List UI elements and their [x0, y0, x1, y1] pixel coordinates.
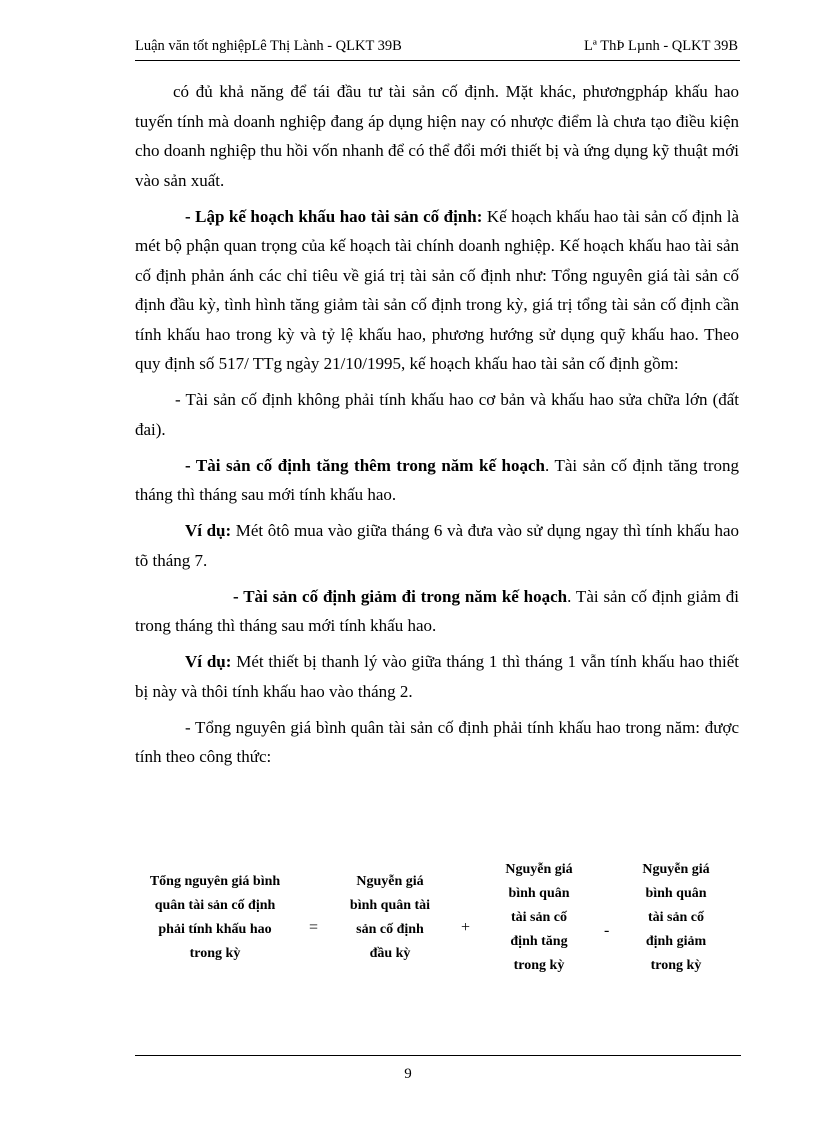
paragraph-4 — [135, 451, 739, 510]
formula-term-total-line: Tổng nguyên giá bình — [149, 874, 281, 889]
formula-term-opening-line: đầu kỳ — [369, 946, 411, 961]
paragraph-7-text: Mét thiết bị thanh lý vào giữa tháng 1 thì tháng 1 vẫn tính khấu hao thiết bị này và thôi tính khấu hao vào tháng 2. — [135, 652, 740, 701]
paragraph-6-heading: - Tài sản cố định giảm đi trong năm kế hoạch — [233, 586, 568, 606]
page-body — [135, 77, 739, 778]
formula-plus-sign: + — [461, 919, 471, 936]
header-right-text: Lª ThÞ Lµnh - QLKT 39B — [584, 38, 738, 54]
formula-term-increase — [485, 858, 593, 978]
formula-minus-sign: - — [604, 922, 610, 939]
formula-term-decrease-line: định giảm — [645, 934, 707, 949]
paragraph-5-heading: Ví dụ: — [185, 521, 232, 540]
paragraph-2-text: Kế hoạch khấu hao tài sản cố định là mét bộ phận quan trọng của kế hoạch tài chính doanh nghiệp. Kế hoạch khấu hao tài sản cố định phản ánh các chỉ tiêu về giá trị tài sản cố định như: Tổng nguyên giá tài sản cố định đầu kỳ, tình hình tăng giảm tài sản cố định trong kỳ, giá trị tổng tài sản cố định cần tính khấu hao trong kỳ và tỷ lệ khấu hao, phương hướng sử dụng quỹ khấu hao. Theo quy định số 517/ TTg ngày 21/10/1995, kế hoạch khấu hao tài sản cố định gồm: — [135, 206, 739, 373]
formula-term-decrease-line: trong kỳ — [650, 958, 702, 973]
formula-term-opening-line: Nguyễn giá — [356, 874, 424, 889]
formula-term-total-line: phải tính khấu hao — [158, 922, 272, 937]
formula-term-decrease-line: tài sản cố — [648, 910, 704, 925]
paragraph-4-heading: - Tài sản cố định tăng thêm trong năm kế hoạch — [185, 455, 545, 475]
formula-term-increase-line: Nguyễn giá — [505, 862, 573, 877]
header-left-text: Luận văn tốt nghiệpLê Thị Lành - QLKT 39B — [135, 38, 402, 54]
paragraph-1: có đủ khả năng để tái đầu tư tài sản cố định. Mặt khác, phươngpháp khấu hao tuyến tính mà doanh nghiệp đang áp dụng hiện nay có nhược điểm là chưa tạo điều kiện cho doanh nghiệp thu hồi vốn nhanh để có thể đổi mới thiết bị và ứng dụng kỹ thuật mới vào sản xuất. — [135, 82, 739, 190]
formula-term-opening-line: sản cố định — [356, 922, 424, 937]
paragraph-4-text: . Tài sản cố định tăng trong tháng thì tháng sau mới tính khấu hao. — [135, 455, 739, 504]
paragraph-5-text: Mét ôtô mua vào giữa tháng 6 và đưa vào sử dụng ngay thì tính khấu hao tõ tháng 7. — [135, 521, 739, 570]
formula-term-decrease-line: Nguyễn giá — [642, 862, 710, 877]
formula-term-total — [132, 870, 298, 966]
paragraph-7-heading: Ví dụ: — [185, 652, 232, 671]
paragraph-6-text: . Tài sản cố định giảm đi trong tháng thì tháng sau mới tính khấu hao. — [135, 586, 739, 635]
paragraph-3: - Tài sản cố định không phải tính khấu hao cơ bản và khấu hao sửa chữa lớn (đất đai). — [135, 390, 739, 439]
paragraph-8: - Tổng nguyên giá bình quân tài sản cố định phải tính khấu hao trong năm: được tính theo công thức: — [135, 717, 739, 766]
page-number: 9 — [404, 1066, 412, 1082]
formula-equals-sign: = — [309, 919, 319, 936]
formula-term-opening-line: bình quân tài — [349, 898, 431, 913]
page-header — [135, 38, 740, 61]
formula-term-decrease-line: bình quân — [645, 886, 707, 901]
formula-term-increase-line: trong kỳ — [513, 958, 565, 973]
formula-term-increase-line: tài sản cố — [511, 910, 567, 925]
footer-divider — [135, 1055, 741, 1056]
formula-term-total-line: trong kỳ — [189, 946, 241, 961]
paragraph-7 — [135, 647, 739, 706]
formula-term-opening — [330, 870, 450, 966]
formula-term-increase-line: định tăng — [510, 934, 568, 949]
formula-term-total-line: quân tài sản cố định — [154, 898, 276, 913]
formula-term-decrease — [622, 858, 730, 978]
paragraph-6 — [135, 582, 739, 641]
formula-term-increase-line: bình quân — [508, 886, 570, 901]
paragraph-5 — [135, 516, 739, 575]
paragraph-2-heading: - Lập kế hoạch khấu hao tài sản cố định: — [185, 206, 483, 226]
paragraph-2 — [135, 202, 739, 379]
